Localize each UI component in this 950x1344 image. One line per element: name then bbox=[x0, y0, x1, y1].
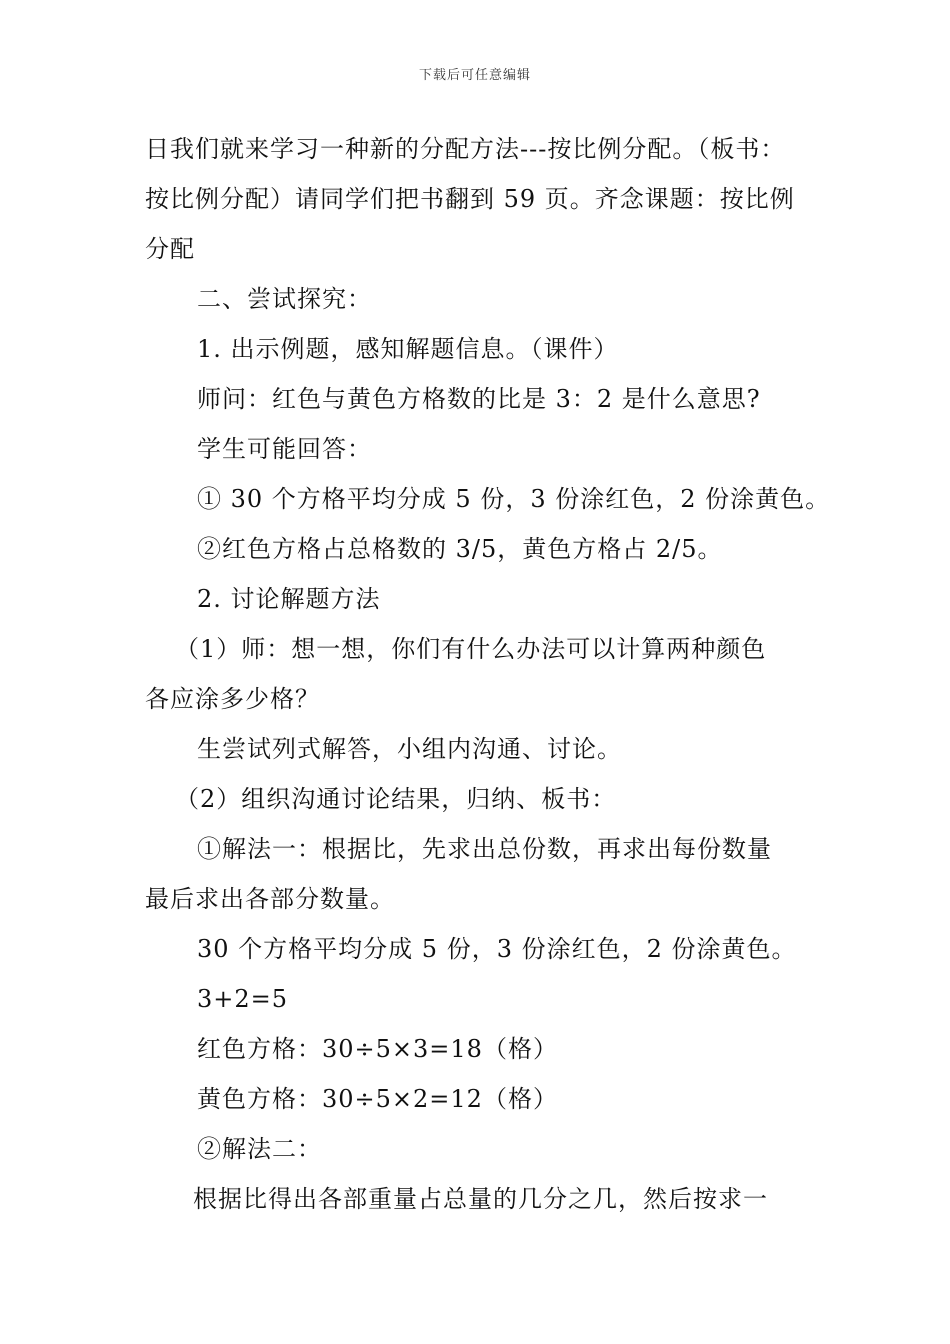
text-line: 30 个方格平均分成 5 份，3 份涂红色，2 份涂黄色。 bbox=[197, 935, 797, 963]
page-header: 下载后可任意编辑 bbox=[418, 68, 531, 83]
formula-line: 3+2=5 bbox=[197, 985, 289, 1013]
text-line: ②解法二： bbox=[197, 1135, 322, 1163]
text-line: 学生可能回答： bbox=[197, 435, 372, 463]
document-body bbox=[145, 124, 831, 1224]
section-heading: 二、尝试探究： bbox=[197, 285, 372, 313]
text-line: （1）师：想一想，你们有什么办法可以计算两种颜色 bbox=[175, 635, 767, 663]
text-line: 根据比得出各部重量占总量的几分之几，然后按求一 bbox=[193, 1185, 768, 1213]
text-line: （2）组织沟通讨论结果，归纳、板书： bbox=[175, 785, 617, 813]
text-line: 各应涂多少格？ bbox=[145, 685, 320, 713]
text-line: 2. 讨论解题方法 bbox=[197, 585, 381, 613]
text-line: 按比例分配）请同学们把书翻到 59 页。齐念课题：按比例 bbox=[145, 185, 795, 213]
text-line: 1. 出示例题，感知解题信息。（课件） bbox=[197, 335, 619, 363]
formula-line: 红色方格：30÷5×3=18（格） bbox=[197, 1035, 558, 1063]
text-line: ②红色方格占总格数的 3/5，黄色方格占 2/5。 bbox=[197, 535, 723, 563]
text-line: 生尝试列式解答，小组内沟通、讨论。 bbox=[197, 735, 622, 763]
text-line: 最后求出各部分数量。 bbox=[145, 885, 395, 913]
text-line: 分配 bbox=[145, 235, 195, 263]
text-line: ① 30 个方格平均分成 5 份，3 份涂红色，2 份涂黄色。 bbox=[197, 485, 831, 513]
text-line: ①解法一：根据比，先求出总份数，再求出每份数量 bbox=[197, 835, 772, 863]
text-line: 日我们就来学习一种新的分配方法---按比例分配。（板书： bbox=[145, 135, 786, 163]
text-line: 师问：红色与黄色方格数的比是 3：2 是什么意思? bbox=[197, 385, 761, 413]
formula-line: 黄色方格：30÷5×2=12（格） bbox=[197, 1085, 558, 1113]
